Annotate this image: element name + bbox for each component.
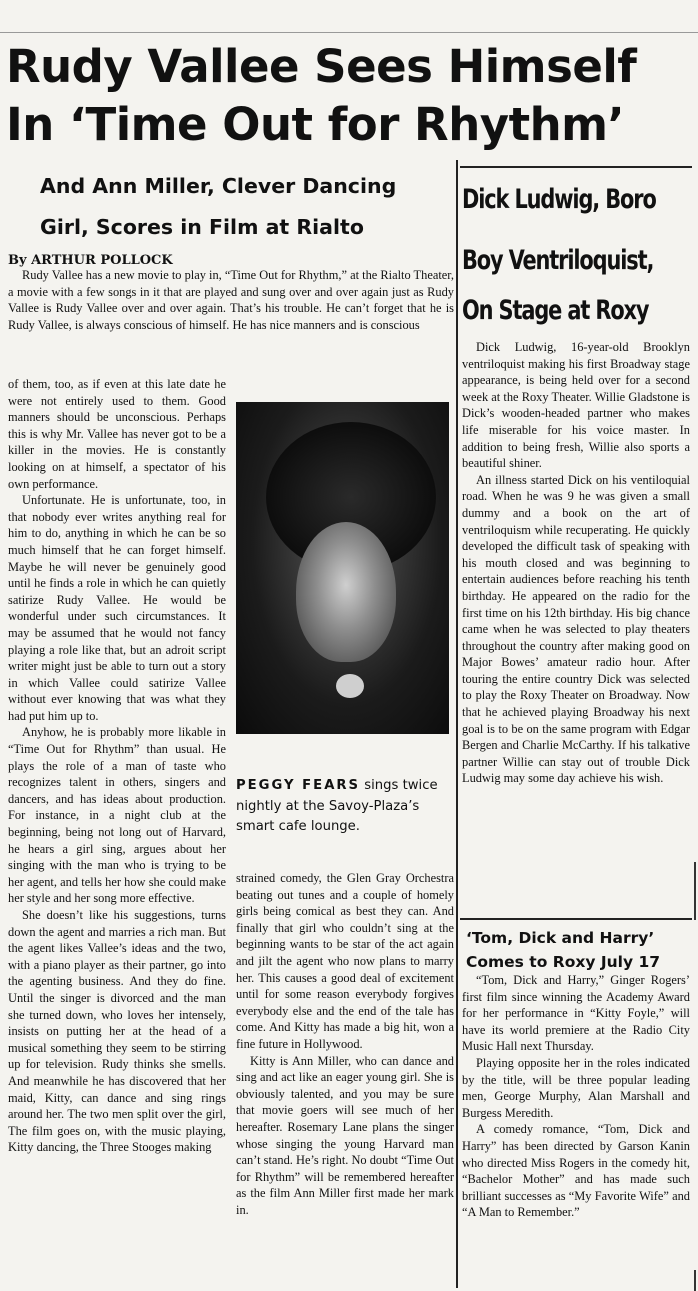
side-headline-line-1: Dick Ludwig, Boro bbox=[462, 184, 656, 215]
subhead-line-2: Girl, Scores in Film at Rialto bbox=[40, 215, 364, 239]
side-story-2-paragraph: A comedy romance, “Tom, Dick and Harry” has been directed by Garson Kanin who directed Miss Rogers in the comedy hit, “Bachelor Mother” and has made such brilliant successes as “My Favorite Wife” and “A Man to Remember.” bbox=[462, 1122, 690, 1220]
side-headline-line-2: Boy Ventriloquist, bbox=[462, 245, 654, 276]
byline: By ARTHUR POLLOCK bbox=[8, 253, 173, 268]
column1-paragraph: She doesn’t like his suggestions, turns down the agent and marries a rich man. But the agent likes Vallee’s ideas and the two, with a piano player as their partner, go into the agenting business. And they do fine. Until the singer is divorced and the man she turned down, who loves her intensely, insists on putting her at the head of a musical something they seem to be stirring up for television. Rudy thinks she smells. And meanwhile he has discovered that her maid, Kitty, can dance and sing rings around her. The two men split over the girl, The film goes on, with the music playing, Kitty dancing, the Three Stooges making bbox=[8, 908, 226, 1155]
peggy-fears-photo bbox=[236, 402, 449, 734]
photo-face-shape bbox=[296, 522, 396, 662]
top-rule bbox=[0, 32, 698, 33]
column2-paragraph: Kitty is Ann Miller, who can dance and sing and act like an eager young girl. She is obviously talented, and you may be sure that movie goers will see much of her hereafter. Rosemary Lane plans the singer whose singing the young Harvard man can’t stand. He’s right. No doubt “Time Out for Rhythm” will be remembered hereafter as the film Ann Miller first made her mark in. bbox=[236, 1053, 454, 1217]
side-story-1-body bbox=[462, 339, 690, 787]
article-column-1 bbox=[8, 376, 226, 1156]
side-story-top-rule bbox=[460, 166, 692, 168]
article-column-2 bbox=[236, 870, 454, 1218]
side-headline-line-3: On Stage at Roxy bbox=[462, 295, 649, 326]
side-story-2-paragraph: Playing opposite her in the roles indicated by the title, will be three popular leading men, George Murphy, Alan Marshall and Burgess Meredith. bbox=[462, 1055, 690, 1120]
side-story-1-paragraph: An illness started Dick on his ventiloquial road. When he was 9 he was given a small dummy and a book on the art of ventriloquism while recuperating. He quickly developed the difficult task of speaking with his mouth closed and was beginning to entertain audiences before reaching his tenth birthday. He appeared on the radio for the first time on his 12th birthday. His big chance came when he was selected to play theaters throughout the country after making good on Major Bowes’ amateur radio hour. After touring the entire country Dick was selected to play the Roxy Theater on Broadway. Now that he achieved playing Broadway his next goal is to be on the same program with Edgar Bergen and Charlie McCarthy. If his talkative partner Willie can stay out of trouble Dick Ludwig may some day achieve his wish. bbox=[462, 472, 690, 786]
side-story-2-headline-line-1: ‘Tom, Dick and Harry’ bbox=[466, 929, 655, 947]
column1-paragraph: of them, too, as if even at this late date he were not entirely used to them. Good manners should be unconscious. Perhaps this is why Mr. Vallee has never got to be a killer in the movies. He is constantly looking on at himself, a spectator of his own performance. bbox=[8, 377, 226, 491]
photo-caption bbox=[236, 776, 454, 838]
column-divider bbox=[456, 160, 458, 1288]
column1-paragraph: Anyhow, he is probably more likable in “Time Out for Rhythm” than usual. He plays the role of a man of taste who recognizes talent in others, singers and dancers, and has ideas about production. For instance, in a night club at the beginning, being not long out of Harvard, he hears a girl sing, argues about her singing with the man who is trying to be her agent, and tells her how she could make her style and her song more effective. bbox=[8, 725, 226, 906]
side-story-2-headline-line-2: Comes to Roxy July 17 bbox=[466, 953, 661, 971]
caption-text: sings twice nightly at the Savoy-Plaza’s smart cafe lounge. bbox=[236, 778, 438, 834]
side-story-2-rule bbox=[460, 918, 692, 920]
lead-paragraph bbox=[8, 267, 454, 333]
photo-brooch-shape bbox=[336, 674, 364, 698]
edge-divider bbox=[694, 1270, 696, 1291]
headline-line-1: Rudy Vallee Sees Himself bbox=[6, 40, 637, 93]
side-story-1-paragraph: Dick Ludwig, 16-year-old Brooklyn ventriloquist making his first Broadway stage appearance, is being held over for a second week at the Roxy Theater. Willie Gladstone is Dick’s wooden-headed partner who makes life miserable for his voice master. In addition to being fresh, Willie also sports a beautiful shiner. bbox=[462, 340, 690, 471]
caption-name: PEGGY FEARS bbox=[236, 778, 361, 793]
subhead-line-1: And Ann Miller, Clever Dancing bbox=[40, 174, 397, 198]
side-story-2-body bbox=[462, 972, 690, 1221]
side-story-2-paragraph: “Tom, Dick and Harry,” Ginger Rogers’ first film since winning the Academy Award for her performance in “Kitty Foyle,” will have its world premiere at the Radio City Music Hall next Thursday. bbox=[462, 973, 690, 1054]
column1-paragraph: Unfortunate. He is unfortunate, too, in that nobody ever writes anything real for him to do, anything in which he can be so much himself that he can forget himself. Maybe he will never be genuinely good until he finds a role in which he can quietly satirize Rudy Vallee. He would be wonderful under such circumstances. It may be assumed that he would not fancy playing a role like that, but an adroit script writer might just be able to turn out a story in which Vallee could satirize Vallee without ever knowing that was what they had put him up to. bbox=[8, 493, 226, 723]
headline-line-2: In ‘Time Out for Rhythm’ bbox=[6, 98, 625, 151]
column2-paragraph: strained comedy, the Glen Gray Orchestra beating out tunes and a couple of homely girls being comical as best they can. And finally that girl who couldn’t sing at the beginning wants to be star of the act again and jilt the agent who now plans to marry her. This causes a good deal of excitement until for some reason everybody forgives everybody else and the end of the tale has come. And Kitty has made a big hit, won a fine future in Hollywood. bbox=[236, 871, 454, 1051]
lead-paragraph-text: Rudy Vallee has a new movie to play in, “Time Out for Rhythm,” at the Rialto Theater, a movie with a few songs in it that are played and sung over and over again just as Rudy Vallee is Rudy Vallee over and over again. That’s his trouble. He can’t forget that he is Rudy Vallee, is always conscious of himself. He has nice manners and is conscious bbox=[8, 268, 454, 332]
edge-divider bbox=[694, 862, 696, 920]
